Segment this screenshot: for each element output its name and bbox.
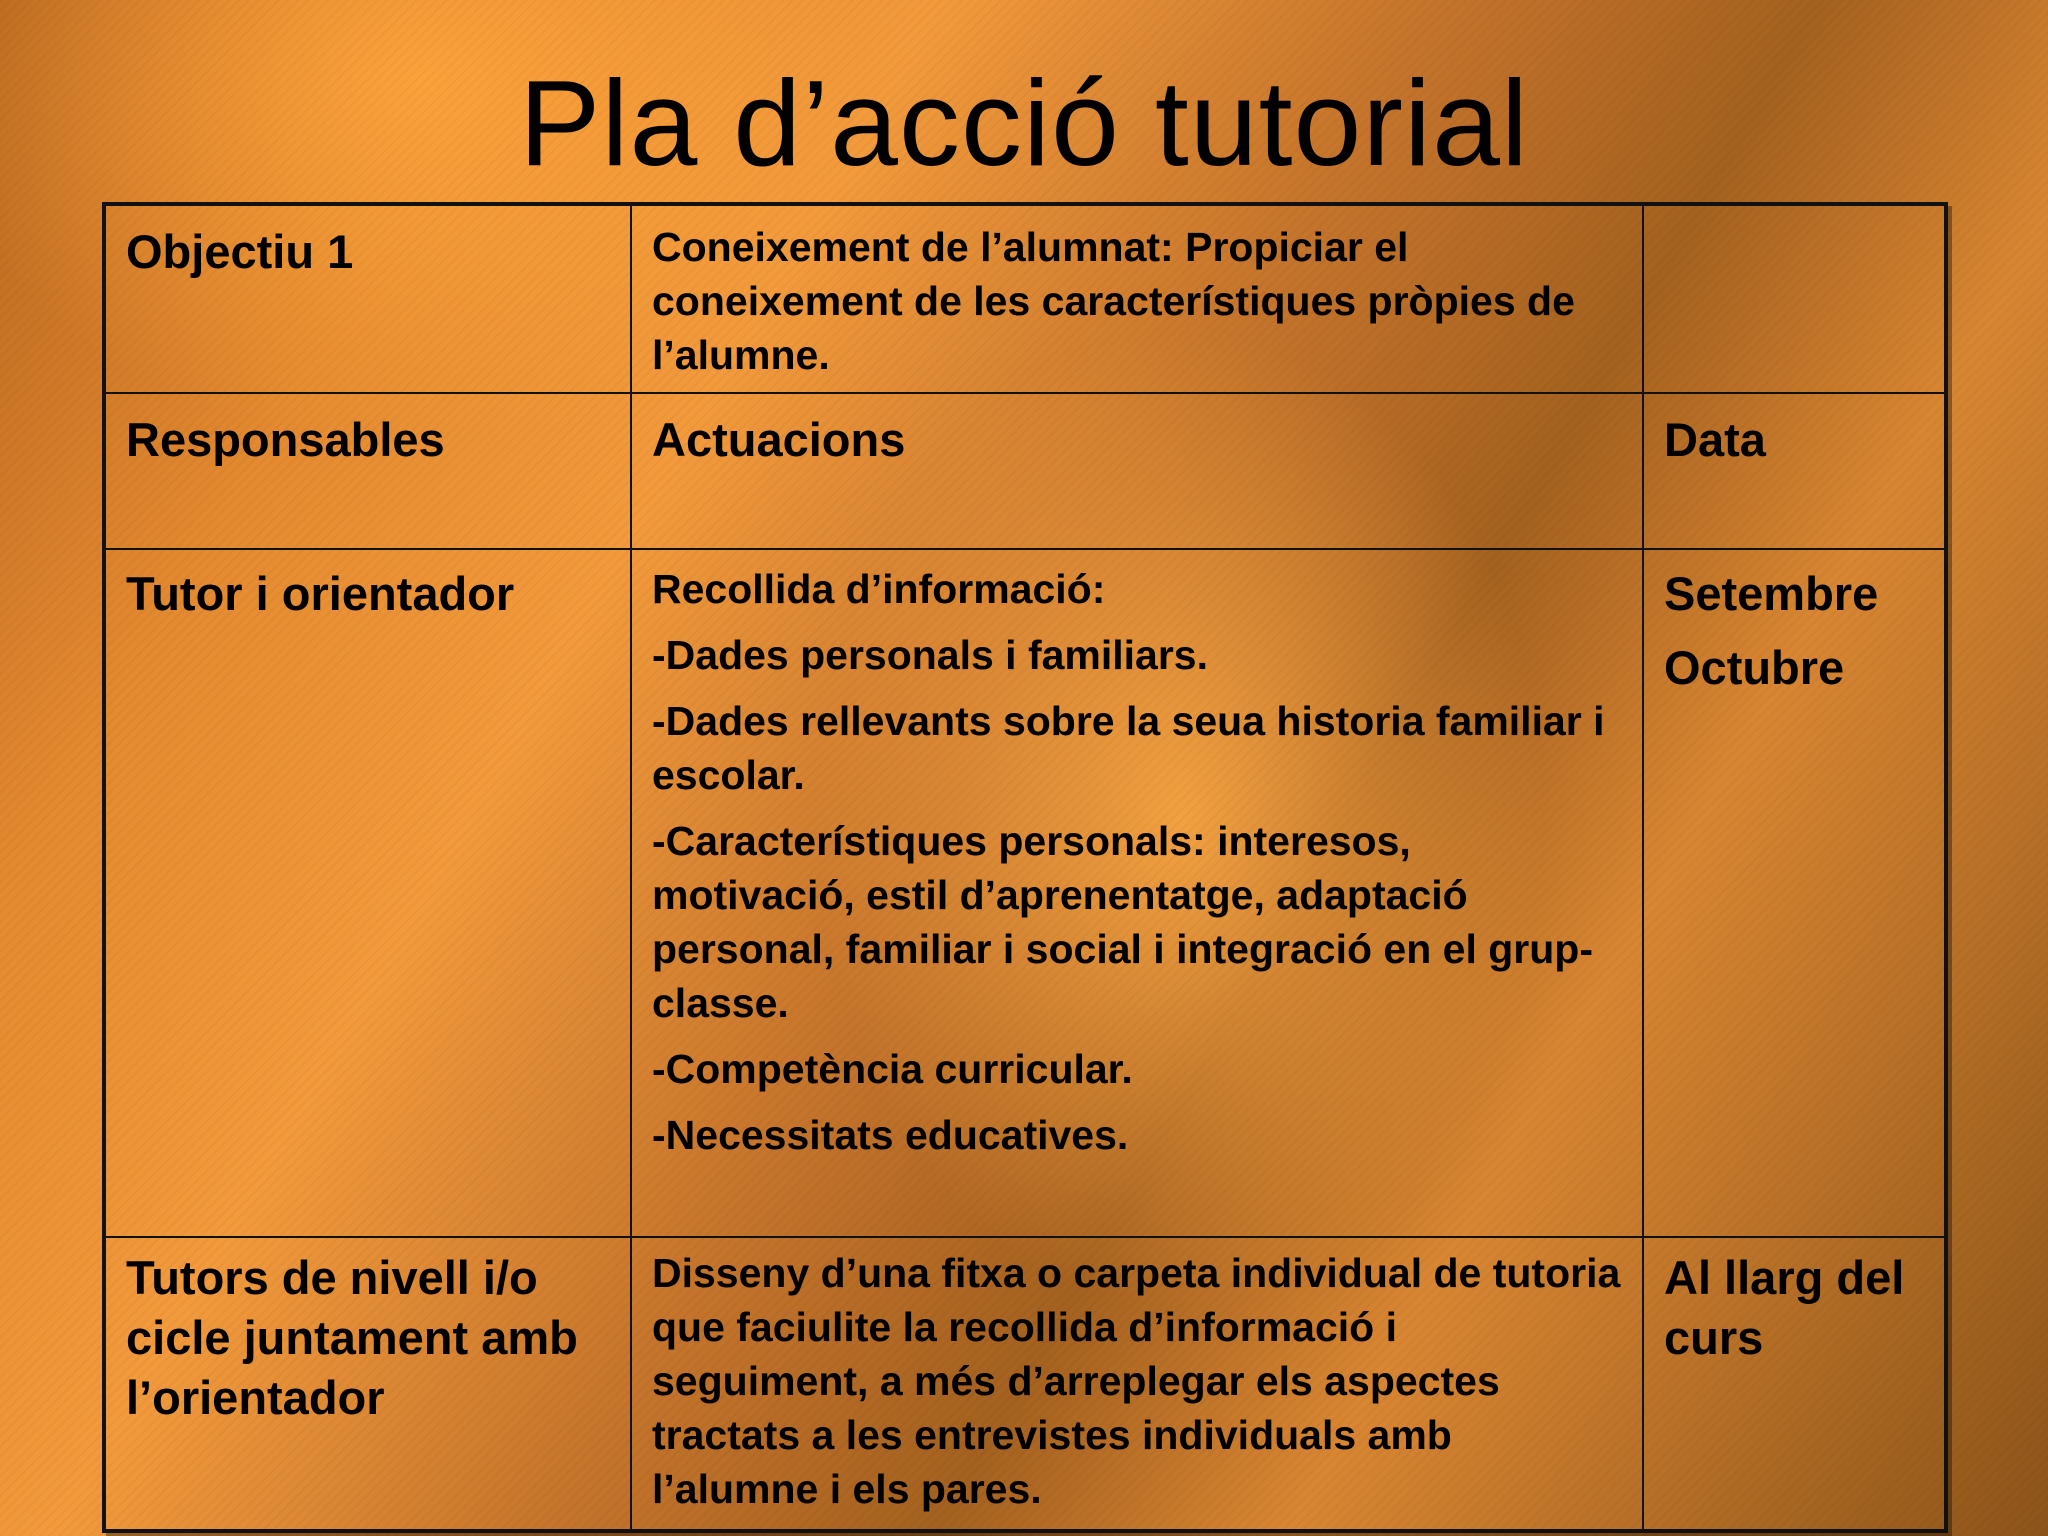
responsible-cell: Tutor i orientador [104, 549, 631, 1237]
responsible-cell: Tutors de nivell i/o cicle juntament amb l’orientador [104, 1237, 631, 1531]
date-cell [1643, 549, 1946, 1237]
actions-cell: Disseny d’una fitxa o carpeta individual de tutoria que faciulite la recollida d’informació i seguiment, a més d’arreplegar els aspectes tractats a les entrevistes individuals amb l’alumne i els pares. [631, 1237, 1643, 1531]
slide-title: Pla d’acció tutorial [518, 55, 1530, 191]
table-row [104, 204, 1946, 393]
date-cell: Al llarg del curs [1643, 1237, 1946, 1531]
action-item: -Dades personals i familiars. [652, 632, 1209, 678]
empty-cell [1643, 204, 1946, 393]
table-header-row [104, 393, 1946, 549]
action-item: -Característiques personals: interesos, motivació, estil d’aprenentatge, adaptació personal, familiar i social i integració en el grup-classe. [652, 818, 1593, 1026]
objective-label: Objectiu 1 [104, 204, 631, 393]
objective-text: Coneixement de l’alumnat: Propiciar el coneixement de les característiques pròpies de l’alumne. [631, 204, 1643, 393]
date-setembre: Setembre [1664, 567, 1879, 620]
header-actuacions: Actuacions [631, 393, 1643, 549]
action-item: -Dades rellevants sobre la seua historia familiar i escolar. [652, 698, 1605, 798]
action-title: Recollida d’informació: [652, 566, 1106, 612]
action-item: -Competència curricular. [652, 1046, 1133, 1092]
table-row [104, 1237, 1946, 1531]
action-item: -Necessitats educatives. [652, 1112, 1129, 1158]
action-plan-table [102, 202, 1948, 1533]
actions-cell [631, 549, 1643, 1237]
table-row [104, 549, 1946, 1237]
date-octubre: Octubre [1664, 641, 1845, 694]
header-responsables: Responsables [104, 393, 631, 549]
header-data: Data [1643, 393, 1946, 549]
